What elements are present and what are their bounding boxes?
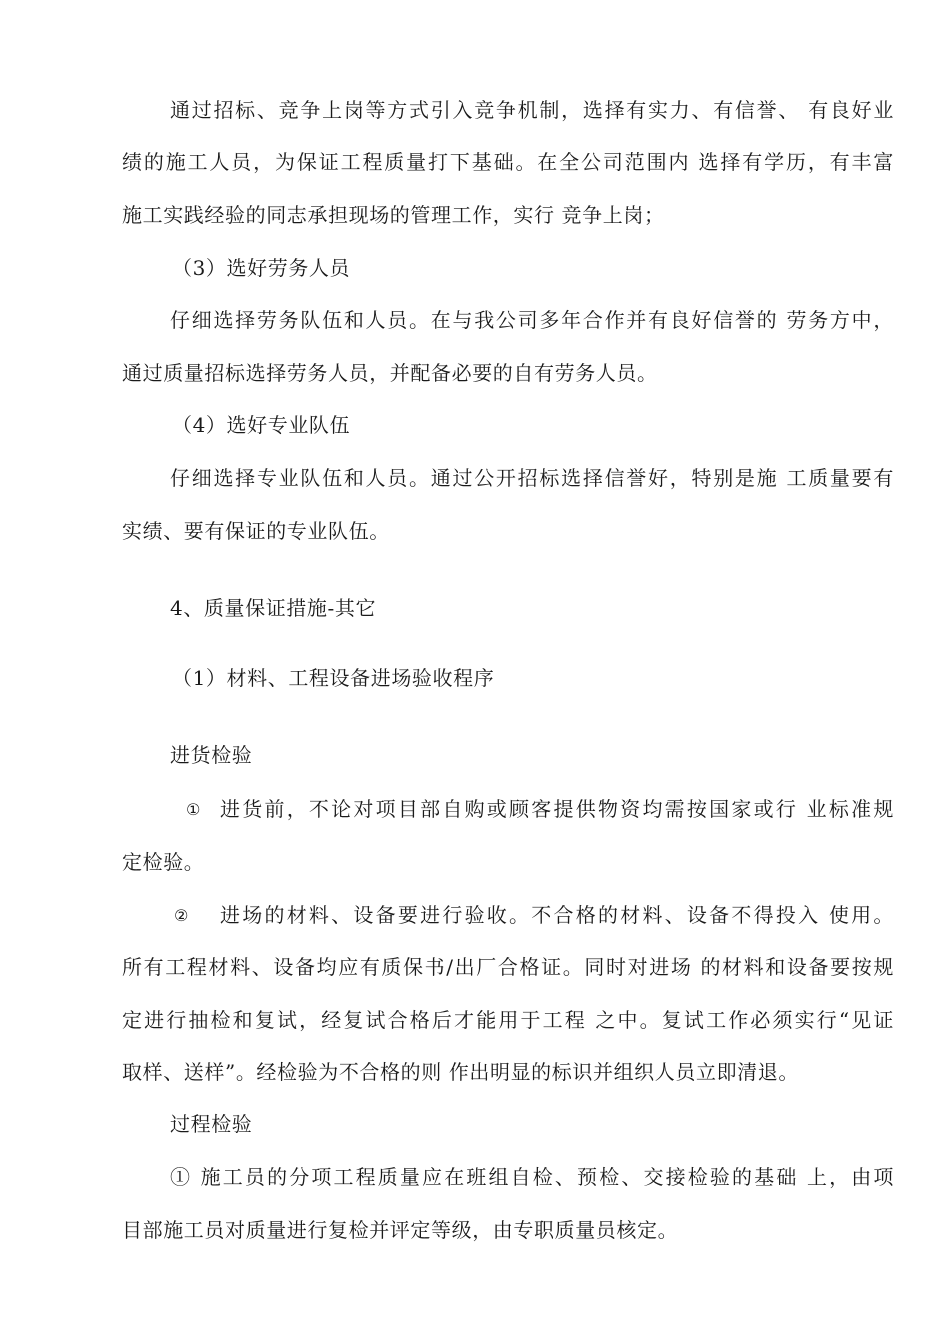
item-1-line-2: 定检验。 <box>122 850 205 874</box>
heading-select-labor: （3）选好劳务人员 <box>172 256 351 280</box>
subsection-1-heading: （1）材料、工程设备进场验收程序 <box>172 666 495 690</box>
heading-select-professional-team: （4）选好专业队伍 <box>172 413 351 437</box>
paragraph-2-line-1: 仔细选择劳务队伍和人员。在与我公司多年合作并有良好信誉的 劳务方中， <box>170 308 894 332</box>
paragraph-3-line-2: 实绩、要有保证的专业队伍。 <box>122 519 390 543</box>
paragraph-1-line-3: 施工实践经验的同志承担现场的管理工作，实行 竞争上岗； <box>122 203 665 227</box>
item-3-line-1: ① 施工员的分项工程质量应在班组自检、预检、交接检验的基础 上，由项 <box>170 1165 894 1189</box>
item-1-line-1: 进货前，不论对项目部自购或顾客提供物资均需按国家或行 业标准规 <box>220 797 894 821</box>
process-inspection-title: 过程检验 <box>170 1112 253 1136</box>
paragraph-1-line-1: 通过招标、竞争上岗等方式引入竞争机制，选择有实力、有信誉、 有良好业 <box>170 98 894 122</box>
item-2-line-2: 所有工程材料、设备均应有质保书/出厂合格证。同时对进场 的材料和设备要按规 <box>122 955 894 979</box>
item-2-line-4: 取样、送样”。经检验为不合格的则 作出明显的标识并组织人员立即清退。 <box>122 1060 799 1084</box>
item-2-line-1: 进场的材料、设备要进行验收。不合格的材料、设备不得投入 使用。 <box>220 903 894 927</box>
paragraph-3-line-1: 仔细选择专业队伍和人员。通过公开招标选择信誉好，特别是施 工质量要有 <box>170 466 894 490</box>
item-3-line-2: 目部施工员对质量进行复检并评定等级，由专职质量员核定。 <box>122 1218 679 1242</box>
item-2-marker: ② <box>174 906 189 925</box>
paragraph-1-line-2: 绩的施工人员，为保证工程质量打下基础。在全公司范围内 选择有学历，有丰富 <box>122 150 894 174</box>
item-2-line-3: 定进行抽检和复试，经复试合格后才能用于工程 之中。复试工作必须实行“见证 <box>122 1008 894 1032</box>
section-4-heading: 4、质量保证措施-其它 <box>170 596 377 620</box>
paragraph-2-line-2: 通过质量招标选择劳务人员，并配备必要的自有劳务人员。 <box>122 361 658 385</box>
item-1-marker: ① <box>186 800 201 819</box>
incoming-inspection-title: 进货检验 <box>170 743 253 767</box>
